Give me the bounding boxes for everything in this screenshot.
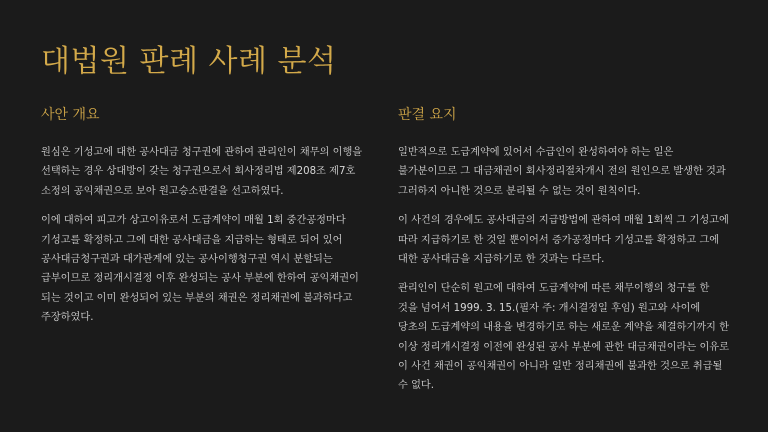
- judgment-summary-paragraph: 일반적으로 도급계약에 있어서 수급인이 완성하여야 하는 일은 불가분이므로 그 대금채권이 회사정리절차개시 전의 원인으로 발생한 것과 그러하지 아니한 것으로 분리될 수 없는 것이 원칙이다.: [398, 147, 726, 197]
- judgment-summary-section: [398, 104, 732, 406]
- case-overview-heading: 사안 개요: [41, 107, 100, 123]
- judgment-summary-paragraph: 관리인이 단순히 원고에 대하여 도급계약에 따른 채무이행의 청구를 한 것을 넘어서 1999. 3. 15.(필자 주: 개시결정일 후임) 원고와 사이에 당초의 도급계약의 내용을 변경하기로 하는 새로운 계약을 체결하기까지 한 이상 정리개시결정 이전에 완성된 공사 부분에 관한 대금채권이라는 이유로 이 사건 채권이 공익채권이 아니라 일반 정리채권에 불과한 것으로 취급될 수 없다.: [398, 283, 729, 392]
- slide-title: 대법원 판례 사례 분석: [41, 44, 337, 79]
- case-overview-paragraph: 이에 대하여 피고가 상고이유로서 도급계약이 매월 1회 중간공정마다 기성고를 확정하고 그에 대한 공사대금을 지급하는 형태로 되어 있어 공사대금청구권과 대가관계에 있는 공사이행청구권 역시 분할되는 급부이므로 정리개시결정 이후 완성되는 공사 부분에 한하여 공익채권이 되는 것이고 이미 완성되어 있는 부분의 채권은 정리채권에 불과하다고 주장하였다.: [41, 215, 359, 324]
- case-overview-section: [41, 104, 371, 338]
- judgment-summary-paragraph: 이 사건의 경우에도 공사대금의 지급방법에 관하여 매월 1회씩 그 기성고에 따라 지급하기로 한 것일 뿐이어서 증가공정마다 기성고를 확정하고 그에 대한 공사대금을 지급하기로 한 것과는 다르다.: [398, 215, 729, 266]
- case-overview-paragraph: 원심은 기성고에 대한 공사대금 청구권에 관하여 관리인이 채무의 이행을 선택하는 경우 상대방이 갖는 청구권으로서 회사정리법 제208조 제7호 소정의 공익채권으로 보아 원고승소판결을 선고하였다.: [41, 147, 363, 197]
- judgment-summary-heading: 판결 요지: [398, 107, 457, 123]
